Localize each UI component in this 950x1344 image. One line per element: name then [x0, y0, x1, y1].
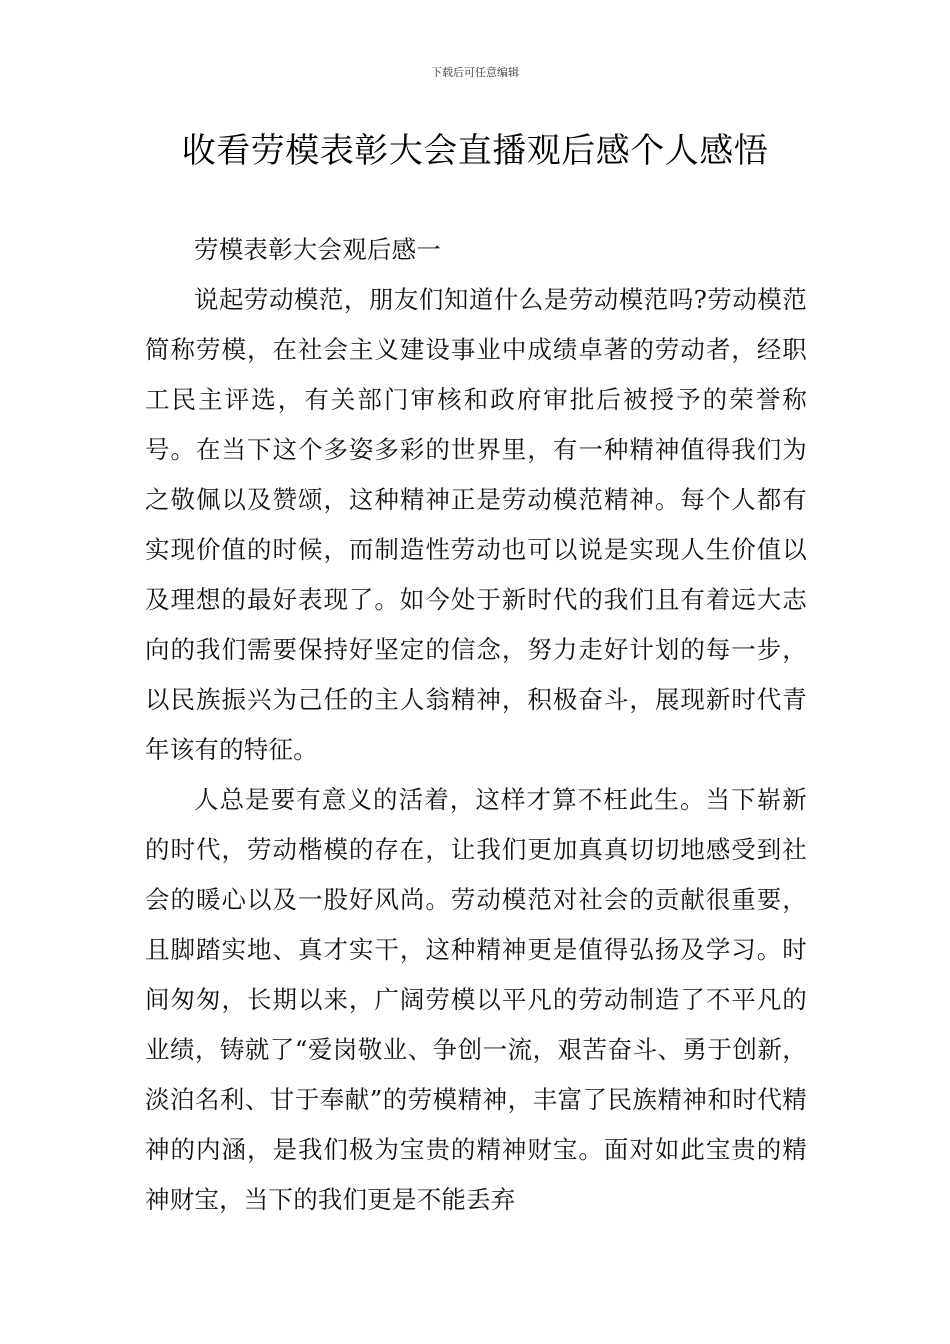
document-title: 收看劳模表彰大会直播观后感个人感悟	[181, 131, 769, 171]
page-header-note: 下载后可任意编辑	[431, 66, 519, 79]
paragraph-1: 说起劳动模范，朋友们知道什么是劳动模范吗?劳动模范简称劳模，在社会主义建设事业中成绩卓著的劳动者，经职工民主评选，有关部门审核和政府审批后被授予的荣誉称号。在当下这个多姿多彩的世界里，有一种精神值得我们为之敬佩以及赞颂，这种精神正是劳动模范精神。每个人都有实现价值的时候，而制造性劳动也可以说是实现人生价值以及理想的最好表现了。如今处于新时代的我们且有着远大志向的我们需要保持好坚定的信念，努力走好计划的每一步，以民族振兴为己任的主人翁精神，积极奋斗，展现新时代青年该有的特征。	[145, 285, 807, 764]
document-subtitle: 劳模表彰大会观后感一	[194, 235, 441, 264]
paragraph-2: 人总是要有意义的活着，这样才算不枉此生。当下崭新的时代，劳动楷模的存在，让我们更加真真切切地感受到社会的暖心以及一股好风尚。劳动模范对社会的贡献很重要，且脚踏实地、真才实干，这种精神更是值得弘扬及学习。时间匆匆，长期以来，广阔劳模以平凡的劳动制造了不平凡的业绩，铸就了“爱岗敬业、争创一流，艰苦奋斗、勇于创新，淡泊名利、甘于奉献”的劳模精神，丰富了民族精神和时代精神的内涵，是我们极为宝贵的精神财宝。面对如此宝贵的精神财宝，当下的我们更是不能丢弃	[145, 785, 807, 1214]
document-body	[145, 225, 807, 1225]
